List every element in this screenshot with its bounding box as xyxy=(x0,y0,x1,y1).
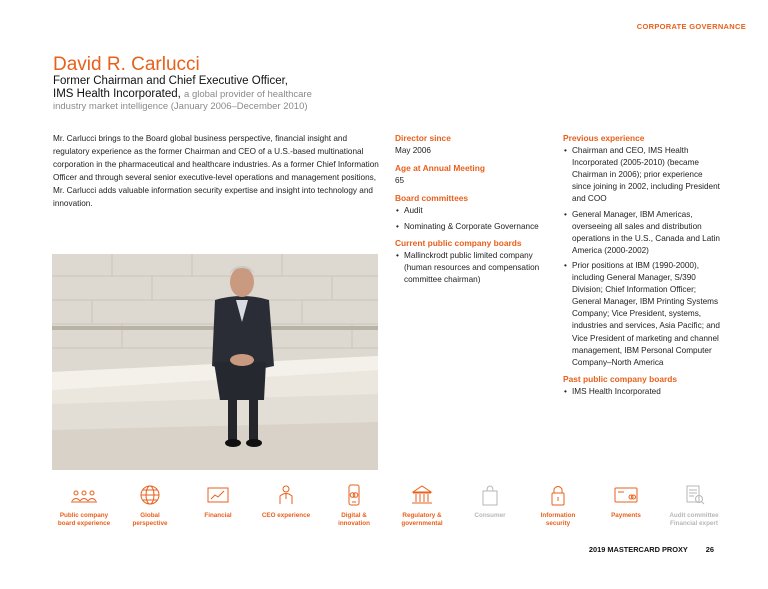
skill-label: CEO experience xyxy=(261,512,311,519)
list-item: • IMS Health Incorporated xyxy=(563,386,723,398)
director-company-line xyxy=(53,88,312,100)
phone-card-icon xyxy=(339,484,369,506)
previous-experience-list xyxy=(563,145,723,369)
skill-payments xyxy=(592,484,660,520)
audit-document-icon xyxy=(679,484,709,506)
skill-label: Financial expert xyxy=(670,519,718,527)
skill-ceo-experience xyxy=(252,484,320,520)
skill-public-company xyxy=(50,484,118,527)
skill-regulatory xyxy=(388,484,456,527)
lock-icon xyxy=(543,484,573,506)
skill-label: Financial xyxy=(204,512,232,519)
skill-label: board experience xyxy=(57,519,111,527)
list-item: • Audit xyxy=(395,205,545,217)
list-item: • Prior positions at IBM (1990-2000), including General Manager, S/390 Division; Chief Information Officer; General Manager, IBM Printing Systems Company; Vice President, systems, industries and services, Asia Pacific; and Vice President of marketing and channel management, IBM Personal Computer Company–North America xyxy=(563,260,723,369)
skill-label: Digital & xyxy=(341,512,367,519)
skill-label: Consumer xyxy=(474,512,506,519)
director-company-description: a global provider of healthcare xyxy=(184,89,312,100)
director-name: David R. Carlucci xyxy=(53,54,200,75)
skill-label: perspective xyxy=(132,519,168,527)
skill-label: Payments xyxy=(611,512,641,519)
director-bio: Mr. Carlucci brings to the Board global business perspective, financial insight and regulatory experience as the former Chairman and CEO of a U.S.-based multinational corporation in the pharmaceutical and healthcare industries. As a former Chief Information Officer and through several senior executive-level operations and management positions, Mr. Carlucci adds valuable information security expertise and insight into technology and innovation. xyxy=(53,134,379,208)
skill-label: Global xyxy=(140,512,160,519)
director-company: IMS Health Incorporated, xyxy=(53,88,181,100)
ceo-icon xyxy=(271,484,301,506)
chart-icon xyxy=(203,484,233,506)
skill-consumer xyxy=(456,484,524,520)
past-boards-label: Past public company boards xyxy=(563,373,678,384)
public-boards-label: Current public company boards xyxy=(395,237,522,248)
government-building-icon xyxy=(407,484,437,506)
footer-document-title: 2019 MASTERCARD PROXY xyxy=(588,545,688,554)
age-label: Age at Annual Meeting xyxy=(395,163,485,174)
board-committees-label: Board committees xyxy=(395,193,469,204)
skill-label: security xyxy=(545,519,571,527)
skill-label: Information xyxy=(540,512,576,519)
director-company-description-cont: industry market intelligence (January 2006–December 2010) xyxy=(53,101,308,112)
age-value: 65 xyxy=(395,176,405,186)
skill-label: Public company xyxy=(59,512,109,519)
skill-label: Regulatory & xyxy=(402,512,442,519)
skills-icon-row xyxy=(50,484,730,534)
skill-global-perspective xyxy=(116,484,184,527)
list-item: • Nominating & Corporate Governance xyxy=(395,221,545,233)
skill-information-security xyxy=(524,484,592,527)
board-committees-list xyxy=(395,205,545,232)
skill-financial xyxy=(184,484,252,520)
skill-label: governmental xyxy=(401,519,443,527)
page-number: 26 xyxy=(705,545,714,554)
skill-audit-committee xyxy=(660,484,728,527)
past-boards-list xyxy=(563,386,723,398)
list-item: • Mallinckrodt public limited company (human resources and compensation committee chairman) xyxy=(395,250,545,286)
director-since-value: May 2006 xyxy=(395,146,431,156)
skill-digital-innovation xyxy=(320,484,388,527)
section-label: CORPORATE GOVERNANCE xyxy=(636,22,746,31)
director-experience xyxy=(563,132,723,402)
list-item: • General Manager, IBM Americas, overseeing all sales and distribution operations in the U.S., Canada and Latin America (2000-2002) xyxy=(563,209,723,257)
director-title: Former Chairman and Chief Executive Officer, xyxy=(53,75,288,87)
director-since-label: Director since xyxy=(395,133,451,143)
page-footer xyxy=(589,545,714,554)
card-icon xyxy=(611,484,641,506)
director-photo xyxy=(52,254,378,470)
skill-label: innovation xyxy=(338,519,370,527)
globe-icon xyxy=(135,484,165,506)
list-item: • Chairman and CEO, IMS Health Incorporated (2005-2010) (became Chairman in 2006); prior experience since joining in 2002, including President and COO xyxy=(563,145,723,205)
skill-label: Audit committee xyxy=(669,512,719,519)
public-boards-list xyxy=(395,250,545,286)
director-details xyxy=(395,132,545,290)
shopping-bag-icon xyxy=(475,484,505,506)
previous-experience-label: Previous experience xyxy=(563,133,645,143)
people-group-icon xyxy=(69,484,99,506)
